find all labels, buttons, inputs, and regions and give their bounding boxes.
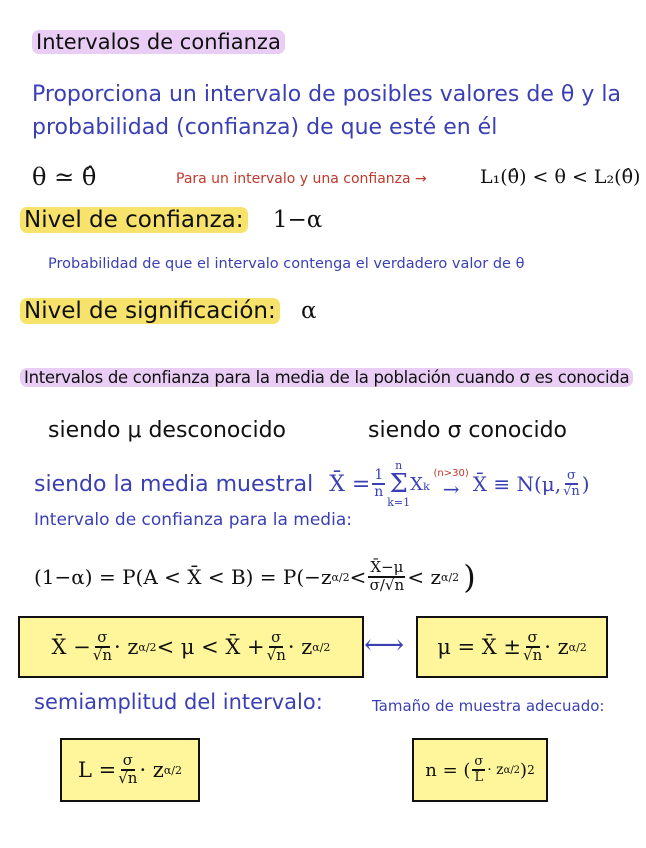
semiamplitud-label: semiamplitud del intervalo: [34, 690, 323, 714]
page-title: Intervalos de confianza [32, 30, 285, 54]
mu-formula-box: μ = X̄ ± $\frac{\sigma}{√n}$ · z α/2 [416, 616, 608, 678]
double-arrow-icon: ⟷ [364, 628, 405, 661]
nivel-significacion-label: Nivel de significación: [20, 298, 280, 324]
tamano-formula-box: n = ( $\frac{\sigma}{L}$ · z α/2 ) 2 [412, 738, 548, 802]
probability-equation: (1−α) = P(A < X̄ < B) = P(−z α/2 < $\frac{X̄-\mu}{\sigma/√n}$ < z α/2 ) [34, 558, 476, 596]
nivel-confianza-label: Nivel de confianza: [20, 207, 248, 233]
nivel-confianza [20, 207, 322, 233]
summation: n Σ k=1 [387, 459, 411, 509]
section-title: Intervalos de confianza para la media de la población cuando σ es conocida [20, 368, 633, 387]
tamano-label: Tamaño de muestra adecuado: [372, 697, 605, 715]
semiamplitud-formula-box: L = $\frac{\sigma}{√n}$ · z α/2 [60, 738, 200, 802]
media-muestral-label: siendo la media muestral [34, 471, 314, 497]
intro-line-1: Proporciona un intervalo de posibles valores de θ y la [32, 82, 621, 107]
fraction-sigma-sqrt-n: $\frac{\sigma}{√n}$ [563, 468, 580, 499]
estimator-approx: θ ≃ θ̂ [32, 163, 97, 191]
interval-formula-box: X̄ − $\frac{\sigma}{√n}$ · z α/2 < μ < X̄ + $\frac{\sigma}{√n}$ · z α/2 [18, 616, 364, 678]
sum-term: Xₖ [410, 473, 430, 495]
estimator-bounds: L₁(θ̂) < θ < L₂(θ̂) [480, 166, 641, 188]
standardized-fraction: $\frac{X̄-\mu}{\sigma/√n}$ [369, 558, 405, 594]
intervalo-label: Intervalo de confianza para la media: [34, 510, 352, 530]
media-muestral-line: siendo la media muestral X̄ = $\frac{1}{n}$ n Σ k=1 Xₖ (n>30) → X̄ ≡ N(μ, $\frac{\sigma}{√n}$ ) [34, 459, 590, 509]
fraction-one-over-n: $\frac{1}{n}$ [374, 467, 384, 500]
estimator-note: Para un intervalo y una confianza → [176, 171, 427, 187]
nivel-significacion [20, 298, 317, 324]
distribution: X̄ ≡ N(μ, [472, 472, 562, 496]
limit-arrow [434, 469, 469, 499]
condition-sigma: siendo σ conocido [368, 418, 567, 443]
arrow-icon: → [442, 477, 460, 501]
sample-size-condition: (n>30) [433, 468, 469, 479]
condition-mu: siendo μ desconocido [48, 418, 287, 443]
nivel-significacion-value: α [301, 298, 317, 324]
sigma-symbol: Σ [389, 469, 408, 499]
intro-line-2: probabilidad (confianza) de que esté en él [32, 115, 498, 140]
nivel-confianza-desc: Probabilidad de que el intervalo contenga el verdadero valor de θ [48, 256, 525, 272]
nivel-confianza-value: 1−α [272, 207, 323, 233]
xbar: X̄ = [329, 471, 371, 497]
